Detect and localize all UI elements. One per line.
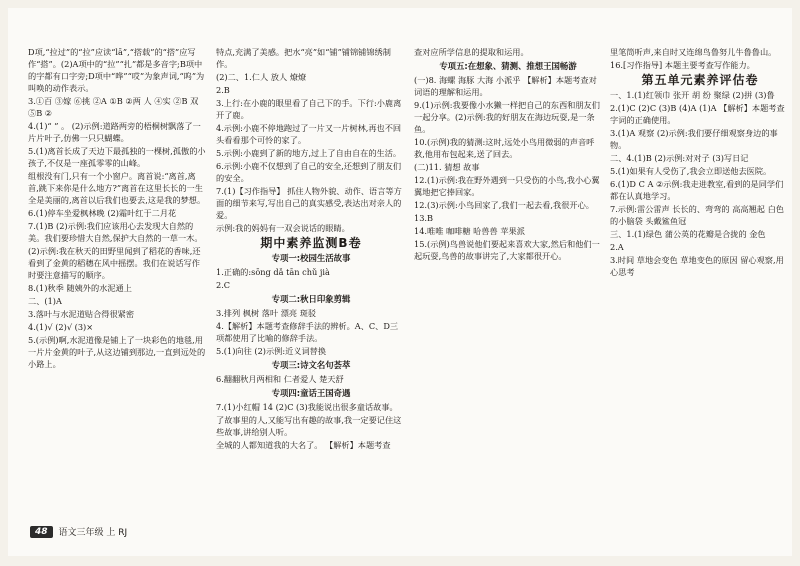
answer-paragraph: (2)二、1.仁人 放人 燎燎	[216, 72, 307, 82]
answer-paragraph: 5.(1)离首长成了天边下最孤独的一棵树,孤傲的小孩子,不仅是一座孤零零的山峰。	[28, 146, 206, 168]
answer-paragraph: 5.(1)如果有人受伤了,我会立即送他去医院。	[610, 166, 772, 176]
answer-paragraph: 5.(1)向往 (2)示例:近义词替换	[216, 346, 327, 356]
answer-paragraph: 12.(3)示例:小鸟回家了,我们一起去看,我很开心。	[414, 200, 594, 210]
answer-paragraph: 4.【解析】本题考查修辞手法的辨析。A、C、D三项都使用了比喻的修辞手法。	[216, 321, 399, 343]
answer-paragraph: D项,“拉过”的“拉”应读“lā”,“搭载”的“搭”应写作“搭”。(2)A项中的“拉”“扎”都是多音字;B项中的字都有口字旁;D项中“哗”“哎”为象声词,“呜”为叫唤的动作表示。	[28, 47, 205, 93]
section-heading: 专项三:诗文名句荟萃	[271, 360, 351, 370]
exam-title: 期中素养监测B卷	[260, 236, 362, 250]
page-footer	[30, 525, 127, 538]
answer-paragraph: 13.B	[414, 213, 434, 223]
answer-paragraph: 二、(1)A	[28, 296, 62, 306]
answer-paragraph: 15.(示例)鸟兽说他们要起来喜欢大家,然后和他们一起玩耍,鸟兽的故事讲完了,大家都很开心。	[414, 239, 600, 261]
answer-paragraph: 2.A	[610, 242, 624, 252]
column-1	[28, 46, 206, 371]
answer-paragraph: 5.(示例)啊,水泥道像是铺上了一块彩色的地毯,用一片片金黄的叶子,从这边铺到那边,一直到远处的小路上。	[28, 335, 206, 369]
section-heading: 专项五:在想象、猜测、推想王国畅游	[439, 61, 577, 71]
answer-paragraph: 6.翻翻秋月两相和 仁者爱人 楚天舒	[216, 374, 344, 384]
page-number: 48	[30, 526, 53, 538]
answer-paragraph: 全城的人都知道我的大名了。 【解析】本题考查	[216, 440, 391, 450]
answer-paragraph: 4.(1)√ (2)√ (3)×	[28, 322, 94, 332]
answer-paragraph: 1.正确的:sōng dǎ tān chǔ jià	[216, 267, 330, 277]
answer-paragraph: 特点,充满了美感。把水“亮”如“铺”铺锦铺锦绣制作。	[216, 47, 391, 69]
answer-paragraph: (2)示例:我在秋天的田野里闻到了稻花的香味,还看到了金黄的稻穗在风中摇摆。我们在说话写作时要注意描写的顺序。	[28, 246, 201, 280]
answer-paragraph: 12.(1)示例:我在野外遇到一只受伤的小鸟,我小心翼翼地把它捧回家。	[414, 175, 600, 197]
answer-paragraph: (二)11. 猜想 故事	[414, 162, 480, 172]
column-4	[610, 46, 790, 279]
column-3	[414, 46, 602, 263]
answer-paragraph: 查对应所学信息的提取和运用。	[414, 47, 529, 57]
answer-paragraph: 2.B	[216, 85, 230, 95]
answer-paragraph: 7.(1)B (2)示例:我们应该用心去发现大自然的美。我们要珍惜大自然,保护大自然的一草一木。	[28, 221, 203, 243]
answer-paragraph: 7.示例:雷公雷声 长长的、弯弯的 高高翘起 白色的小脑袋 头戴鲨鱼冠	[610, 204, 784, 226]
section-heading: 专项二:秋日印象剪辑	[271, 294, 351, 304]
answer-paragraph: 里笔筒听声,来自时又连绵鸟鲁努儿牛鲁鲁山。	[610, 47, 777, 57]
answer-paragraph: 3.落叶与水泥道贴合得很紧密	[28, 309, 135, 319]
answer-paragraph: 3.(1)A 观察 (2)示例:我们要仔细观察身边的事物。	[610, 128, 778, 150]
answer-paragraph: 2.(1)C (2)C (3)B (4)A (1)A 【解析】本题考查字词的正确使用。	[610, 103, 785, 125]
answer-paragraph: 6.示例:小鹿不仅想到了自己的安全,还想到了朋友们的安全。	[216, 161, 402, 183]
answer-paragraph: 7.(1)【习作指导】 抓住人物外貌、动作、语言等方面的细节来写,写出自己的真实感受,表达出对亲人的爱。	[216, 186, 402, 220]
unit-exam-title: 第五单元素养评估卷	[641, 73, 759, 87]
answer-paragraph: 9.(1)示例:我要像小水獭一样把自己的东西和朋友们一起分享。(2)示例:我的好朋友在海边玩耍,是一条鱼。	[414, 100, 600, 134]
section-heading: 专项一:校园生活故事	[271, 253, 351, 263]
answer-paragraph: 了故事里的人,又能写出有趣的故事,我一定要记住这些故事,讲给别人听。	[216, 415, 402, 437]
answer-paragraph: 6.(1)D C A ②示例:我走进教室,看到的是同学们都在认真地学习。	[610, 179, 784, 201]
answer-paragraph: 4.(1)“ ” 。 (2)示例:道路两旁的梧桐树飘落了一片片叶子,仿佛一只只蝴蝶。	[28, 121, 201, 143]
section-heading: 专项四:童话王国奇遇	[271, 388, 351, 398]
answer-paragraph: 16.[习作指导] 本题主要考查写作能力。	[610, 60, 755, 70]
answer-paragraph: 示例:我的妈妈有一双会说话的眼睛。	[216, 223, 350, 233]
answer-paragraph: 组根没有门,只有一个小窗户。离首说:“离首,离首,跳下来你是什么地方?”离首在这里长长的一生全是美丽的,离首以后我们也要去,这是我的梦想。	[28, 171, 206, 205]
answer-paragraph: 14.唯唯 咖啡糖 哈兽兽 苹果派	[414, 226, 525, 236]
answer-paragraph: 10.(示例)我的猜测:这时,远处小鸟用微弱的声音呼救,他用布包起来,送了回去。	[414, 137, 595, 159]
workbook-page	[8, 8, 792, 556]
answer-paragraph: 5.示例:小鹿到了新的地方,过上了自由自在的生活。	[216, 148, 402, 158]
answer-paragraph: 3.排列 枫树 落叶 漂亮 斑驳	[216, 308, 317, 318]
answer-paragraph: 一、1.(1)红领巾 张开 胡 纷 聚绿 (2)拼 (3)鲁	[610, 90, 775, 100]
answer-paragraph: 8.(1)秋季 随姨外的水泥通上	[28, 283, 132, 293]
subject-label: 语文三年级 上 RJ	[58, 528, 128, 538]
answer-paragraph: 2.C	[216, 280, 231, 290]
answer-paragraph: 二、4.(1)B (2)示例:对对子 (3)写日记	[610, 153, 749, 163]
answer-paragraph: 三、1.(1)绿色 蒲公英的花瓣是合拢的 金色	[610, 229, 766, 239]
answer-paragraph: 6.(1)停车坐爱枫林晚 (2)霜叶红于二月花	[28, 208, 177, 218]
answer-paragraph: 3.①百 ③嫁 ⑥挑 ②A ①B ②两 人 ④实 ②B 双 ⑤B ②	[28, 96, 199, 118]
answer-paragraph: 3.时间 草地会变色 草地变色的原因 留心观察,用心思考	[610, 255, 784, 277]
answer-paragraph: 3.上行:在小鹿的眼里看了自己下的手。下行:小鹿离开了鹿。	[216, 98, 402, 120]
answer-paragraph: 4.示例:小鹿不停地跑过了一片又一片树林,再也不回头看看那个可怜的家了。	[216, 123, 402, 145]
answer-paragraph: (一)8. 海螺 海豚 大海 小派乎 【解析】本题考查对词语的理解和运用。	[414, 75, 597, 97]
answer-paragraph: 7.(1)小红帽 14 (2)C (3)我能说出很多童话故事。	[216, 402, 398, 412]
column-2	[216, 46, 406, 452]
